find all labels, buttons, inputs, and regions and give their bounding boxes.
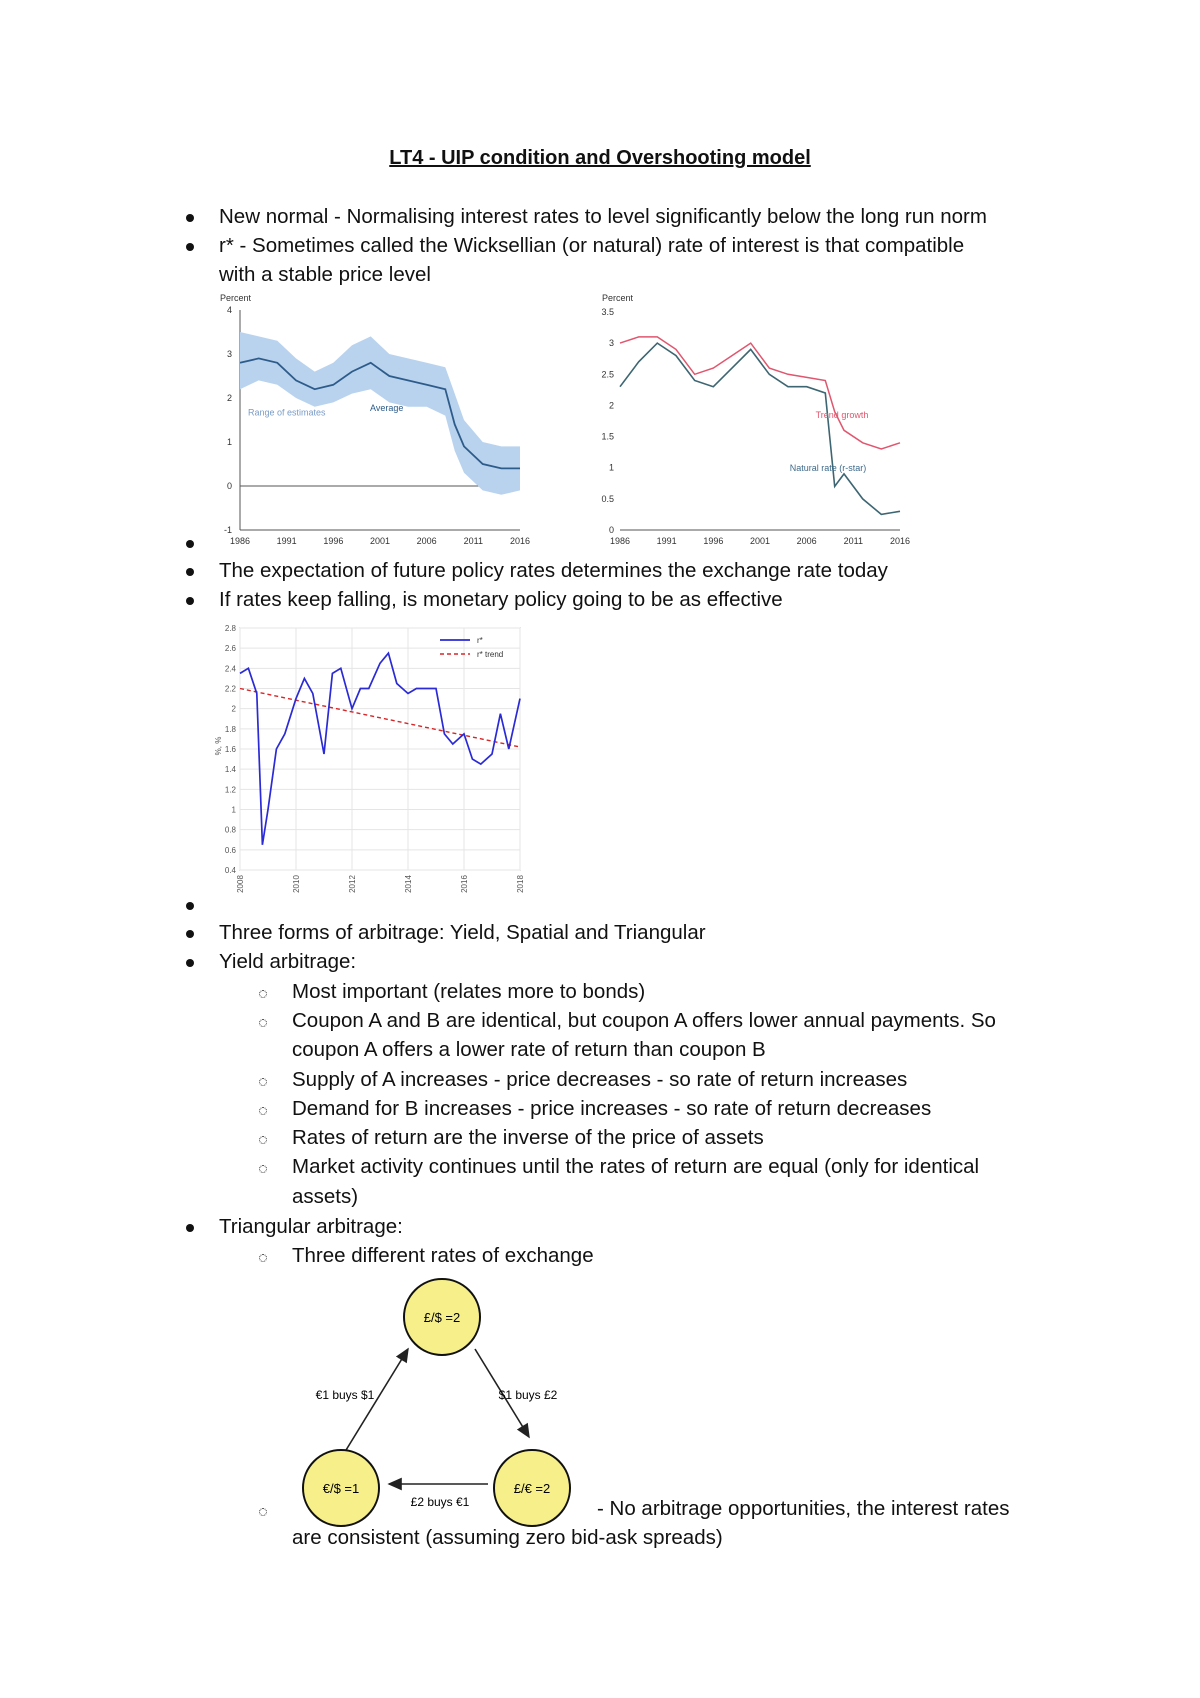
bullet-rates-falling: If rates keep falling, is monetary policy going to be as effective bbox=[219, 588, 783, 611]
x-tick-label: 1996 bbox=[323, 536, 344, 546]
x-tick-label: 1991 bbox=[276, 536, 297, 546]
x-tick-label: 1986 bbox=[229, 536, 251, 546]
sub-bullet bbox=[259, 1136, 267, 1144]
sub-bullet-most-important: Most important (relates more to bonds) bbox=[292, 980, 646, 1003]
chart-range-of-estimates bbox=[220, 292, 540, 552]
edge-label: €1 buys $1 bbox=[315, 1388, 375, 1402]
x-tick-label: 2016 bbox=[509, 536, 531, 546]
y-tick-label: 2 bbox=[226, 393, 232, 403]
y-tick-label: 0.8 bbox=[224, 825, 236, 835]
bullet-dot bbox=[186, 597, 194, 605]
sub-bullet bbox=[259, 1107, 267, 1115]
sub-bullet bbox=[259, 1254, 267, 1262]
y-tick-label: 1.2 bbox=[224, 785, 236, 795]
sub-bullet-coupon-cont: coupon A offers a lower rate of return than coupon B bbox=[292, 1038, 766, 1061]
bullet-yield-arbitrage: Yield arbitrage: bbox=[219, 950, 357, 973]
x-tick-label: 2016 bbox=[889, 536, 911, 546]
x-tick-label: 2006 bbox=[796, 536, 817, 546]
sub-bullet-no-arbitrage: - No arbitrage opportunities, the interest rates bbox=[597, 1497, 1010, 1520]
y-tick-label: 1.6 bbox=[224, 745, 236, 754]
natural-rate-line bbox=[620, 343, 900, 514]
y-tick-label: 1 bbox=[231, 805, 236, 815]
y-tick-label: 1.8 bbox=[224, 724, 236, 734]
annotation: Average bbox=[370, 403, 404, 414]
bullet-dot bbox=[186, 959, 194, 967]
chart-natural-rate-trend-growth bbox=[590, 292, 910, 552]
bullet-dot bbox=[186, 540, 194, 548]
y-tick-label: 2.4 bbox=[224, 664, 236, 674]
sub-bullet-market-activity: Market activity continues until the rates of return are equal (only for identical bbox=[292, 1155, 980, 1178]
sub-bullet-inverse: Rates of return are the inverse of the price of assets bbox=[292, 1126, 764, 1149]
bullet-dot bbox=[186, 930, 194, 938]
sub-bullet-coupon: Coupon A and B are identical, but coupon A offers lower annual payments. So bbox=[292, 1009, 996, 1032]
sub-bullet-market-activity-cont: assets) bbox=[292, 1185, 359, 1208]
legend-label: r* bbox=[477, 636, 483, 645]
sub-bullet bbox=[259, 1078, 267, 1086]
bullet-dot bbox=[186, 214, 194, 222]
y-tick-label: 2.8 bbox=[224, 624, 236, 633]
page-title: LT4 - UIP condition and Overshooting model bbox=[389, 147, 811, 169]
legend-label: r* trend bbox=[477, 650, 504, 659]
edge-label: £2 buys €1 bbox=[410, 1495, 470, 1509]
x-tick-label: 2008 bbox=[236, 875, 245, 893]
y-tick-label: 0 bbox=[226, 481, 232, 491]
y-tick-label: 0 bbox=[608, 525, 614, 535]
bullet-three-forms: Three forms of arbitrage: Yield, Spatial and Triangular bbox=[219, 921, 706, 944]
y-tick-label: 4 bbox=[226, 305, 232, 315]
bullet-dot bbox=[186, 243, 194, 251]
y-tick-label: 3 bbox=[608, 338, 614, 349]
y-tick-label: 0.4 bbox=[224, 866, 236, 875]
x-tick-label: 1991 bbox=[656, 536, 677, 546]
y-tick-label: 3.5 bbox=[601, 307, 614, 317]
y-tick-label: 2 bbox=[608, 400, 614, 411]
y-tick-label: 0.5 bbox=[601, 493, 614, 504]
x-tick-label: 2010 bbox=[292, 875, 301, 893]
y-axis-label: %, % bbox=[214, 736, 223, 756]
x-tick-label: 2011 bbox=[463, 536, 484, 546]
x-tick-label: 2001 bbox=[369, 536, 391, 546]
sub-bullet bbox=[259, 1508, 267, 1516]
bullet-r-star-cont: with a stable price level bbox=[219, 263, 431, 286]
y-tick-label: 1.4 bbox=[224, 765, 236, 775]
sub-bullet-no-arbitrage-cont: are consistent (assuming zero bid-ask spreads) bbox=[292, 1526, 723, 1549]
node-label: £/$ =2 bbox=[423, 1310, 461, 1325]
y-tick-label: 2.2 bbox=[224, 684, 236, 694]
trend-growth-line bbox=[620, 337, 900, 449]
x-tick-label: 2012 bbox=[348, 875, 357, 893]
bullet-dot bbox=[186, 902, 194, 910]
bullet-r-star: r* - Sometimes called the Wicksellian (or natural) rate of interest is that compatible bbox=[219, 234, 965, 257]
bullet-expectation: The expectation of future policy rates determines the exchange rate today bbox=[219, 559, 888, 582]
legend-label: Natural rate (r-star) bbox=[789, 462, 867, 473]
edge-label: $1 buys £2 bbox=[498, 1388, 558, 1402]
y-tick-label: 2 bbox=[231, 704, 236, 714]
y-tick-label: 1.5 bbox=[601, 431, 614, 442]
bullet-dot bbox=[186, 568, 194, 576]
x-tick-label: 1986 bbox=[609, 536, 631, 546]
sub-bullet bbox=[259, 1019, 267, 1027]
y-tick-label: 2.6 bbox=[224, 644, 236, 654]
node-label: £/€ =2 bbox=[513, 1481, 551, 1496]
sub-bullet-demand: Demand for B increases - price increases - so rate of return decreases bbox=[292, 1097, 932, 1120]
sub-bullet-supply: Supply of A increases - price decreases - so rate of return increases bbox=[292, 1068, 908, 1091]
node-label: €/$ =1 bbox=[322, 1481, 360, 1496]
legend-label: Trend growth bbox=[815, 409, 869, 420]
x-tick-label: 2001 bbox=[749, 536, 771, 546]
y-axis-label: Percent bbox=[220, 293, 252, 303]
y-tick-label: 0.6 bbox=[224, 845, 236, 855]
x-tick-label: 2016 bbox=[460, 875, 469, 893]
y-tick-label: 1 bbox=[226, 437, 232, 447]
x-tick-label: 2014 bbox=[404, 875, 413, 893]
annotation: Range of estimates bbox=[248, 407, 326, 418]
sub-bullet bbox=[259, 990, 267, 998]
triangular-arbitrage-diagram bbox=[285, 1272, 615, 1522]
y-tick-label: 2.5 bbox=[601, 369, 614, 380]
x-tick-label: 2018 bbox=[516, 875, 525, 893]
sub-bullet bbox=[259, 1165, 267, 1173]
y-tick-label: 1 bbox=[608, 462, 614, 473]
bullet-triangular-arbitrage: Triangular arbitrage: bbox=[219, 1215, 403, 1238]
bullet-new-normal: New normal - Normalising interest rates to level significantly below the long run norm bbox=[219, 205, 987, 228]
bullet-dot bbox=[186, 1224, 194, 1232]
x-tick-label: 2006 bbox=[416, 536, 437, 546]
y-tick-label: -1 bbox=[223, 525, 232, 535]
sub-bullet-three-rates: Three different rates of exchange bbox=[292, 1244, 594, 1267]
edge-left bbox=[343, 1349, 408, 1455]
y-tick-label: 3 bbox=[226, 349, 232, 359]
chart-r-star bbox=[215, 618, 570, 908]
y-axis-label: Percent bbox=[602, 293, 634, 303]
x-tick-label: 1996 bbox=[703, 536, 724, 546]
x-tick-label: 2011 bbox=[843, 536, 864, 546]
